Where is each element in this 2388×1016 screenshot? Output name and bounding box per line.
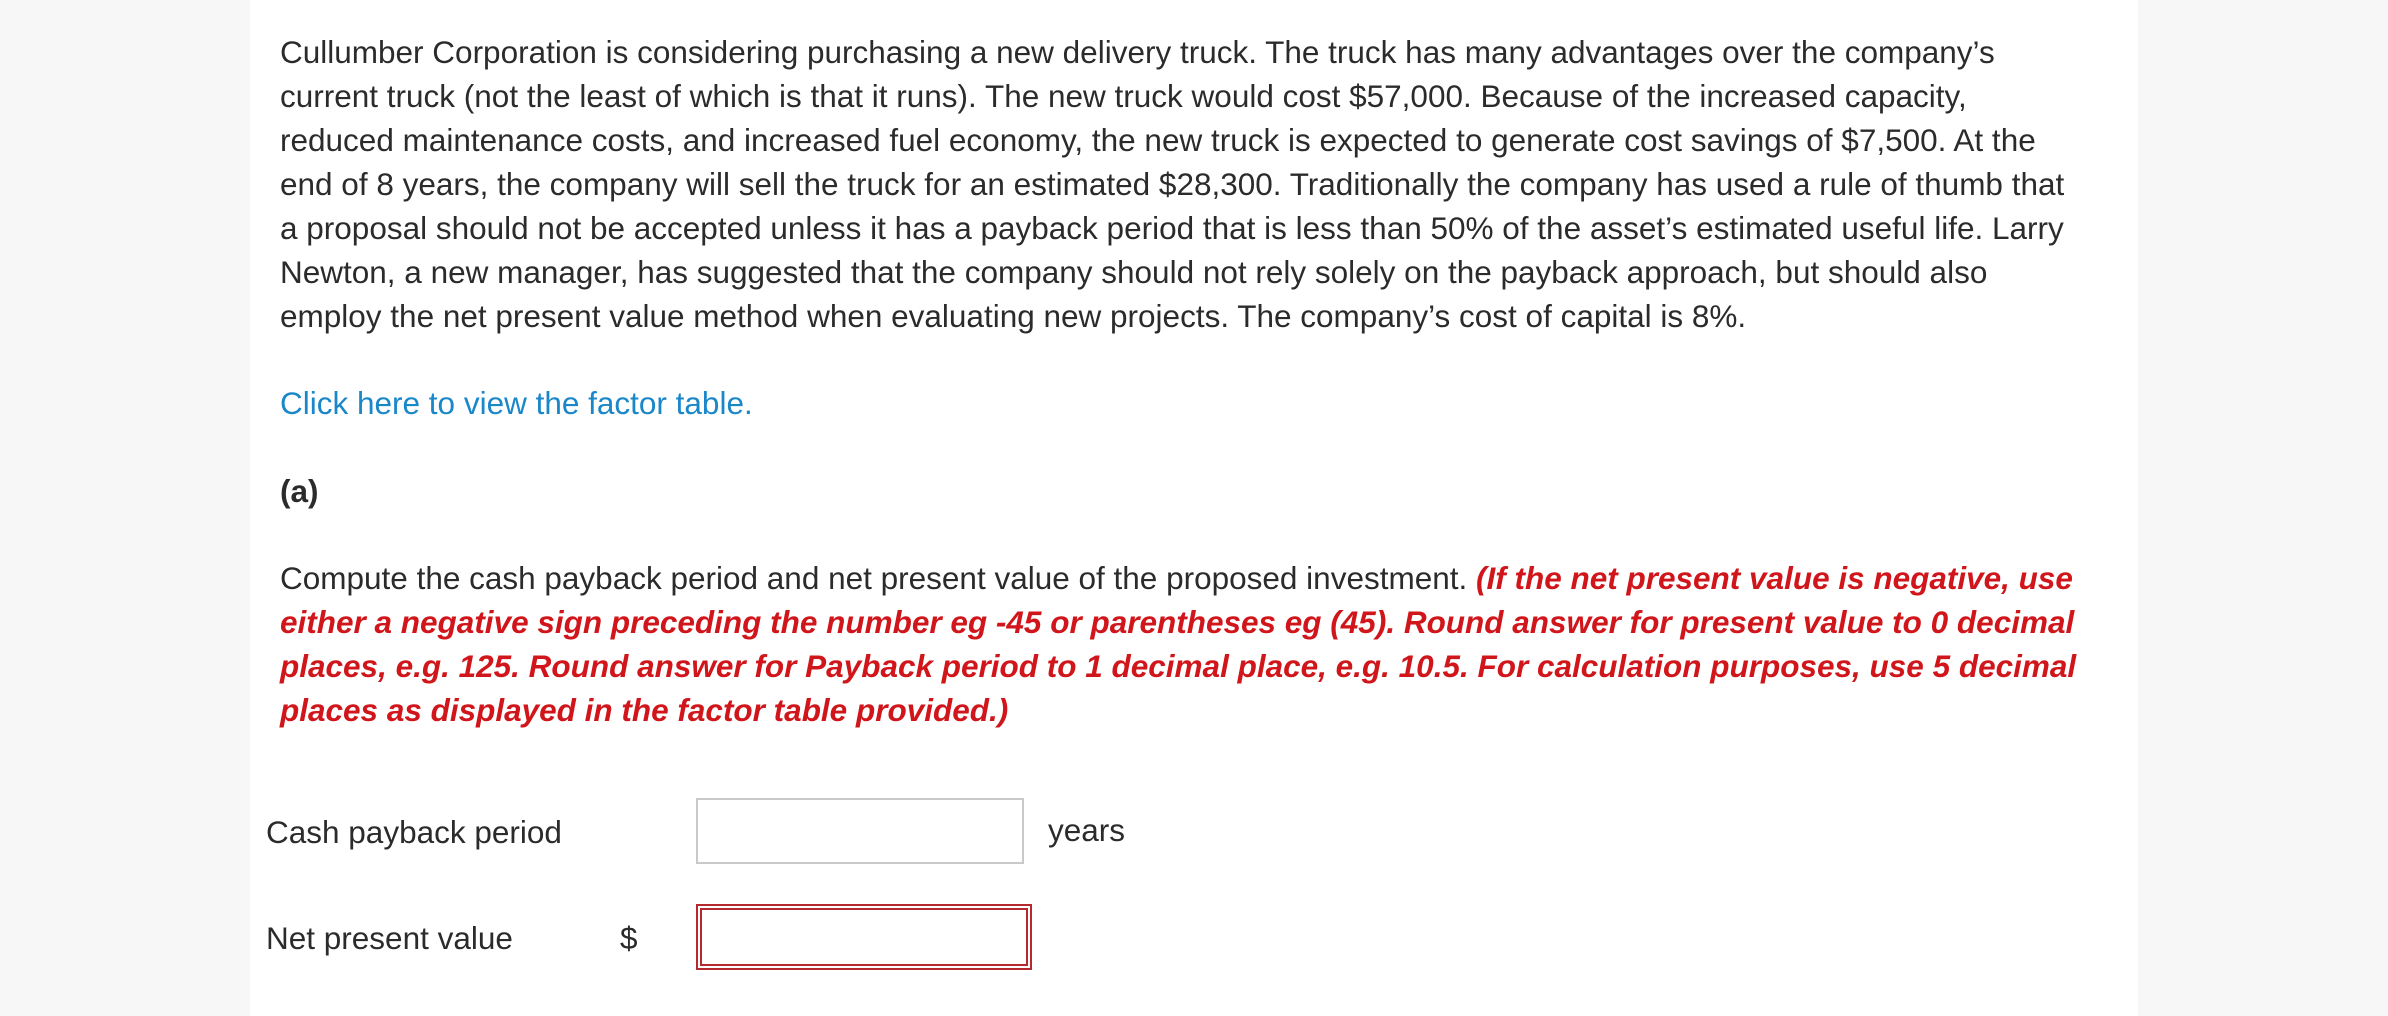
npv-label: Net present value (266, 920, 513, 956)
part-instructions (280, 556, 2080, 732)
instruction-hint: (If the net present value is negative, use either a negative sign preceding the number eg -45 or parentheses eg (45). Round answer for present value to 0 decimal places, e.g. 125. Round answer for Payback period to 1 decimal place, e.g. 10.5. For calculation purposes, use 5 decimal places as displayed in the factor table provided.) (280, 560, 2077, 728)
cash-payback-row (266, 798, 1466, 864)
factor-table-link[interactable]: Click here to view the factor table. (280, 385, 753, 421)
cash-payback-input[interactable] (696, 798, 1024, 864)
cash-payback-unit: years (1048, 812, 1126, 848)
instruction-text: Compute the cash payback period and net present value of the proposed investment. (280, 560, 1468, 596)
question-panel (250, 0, 2138, 1016)
npv-currency-symbol: $ (620, 920, 638, 956)
part-label: (a) (280, 473, 319, 509)
cash-payback-label: Cash payback period (266, 814, 562, 850)
problem-statement: Cullumber Corporation is considering purchasing a new delivery truck. The truck has many advantages over the company’s current truck (not the least of which is that it runs). The new truck would cost $57,000. Because of the increased capacity, reduced maintenance costs, and increased fuel economy, the new truck is expected to generate cost savings of $7,500. At the end of 8 years, the company will sell the truck for an estimated $28,300. Traditionally the company has used a rule of thumb that a proposal should not be accepted unless it has a payback period that is less than 50% of the asset’s estimated useful life. Larry Newton, a new manager, has suggested that the company should not rely solely on the payback approach, but should also employ the net present value method when evaluating new projects. The company’s cost of capital is 8%. (280, 34, 2065, 334)
question-content (280, 30, 2080, 732)
npv-row (266, 904, 1466, 970)
npv-input[interactable] (696, 904, 1032, 970)
